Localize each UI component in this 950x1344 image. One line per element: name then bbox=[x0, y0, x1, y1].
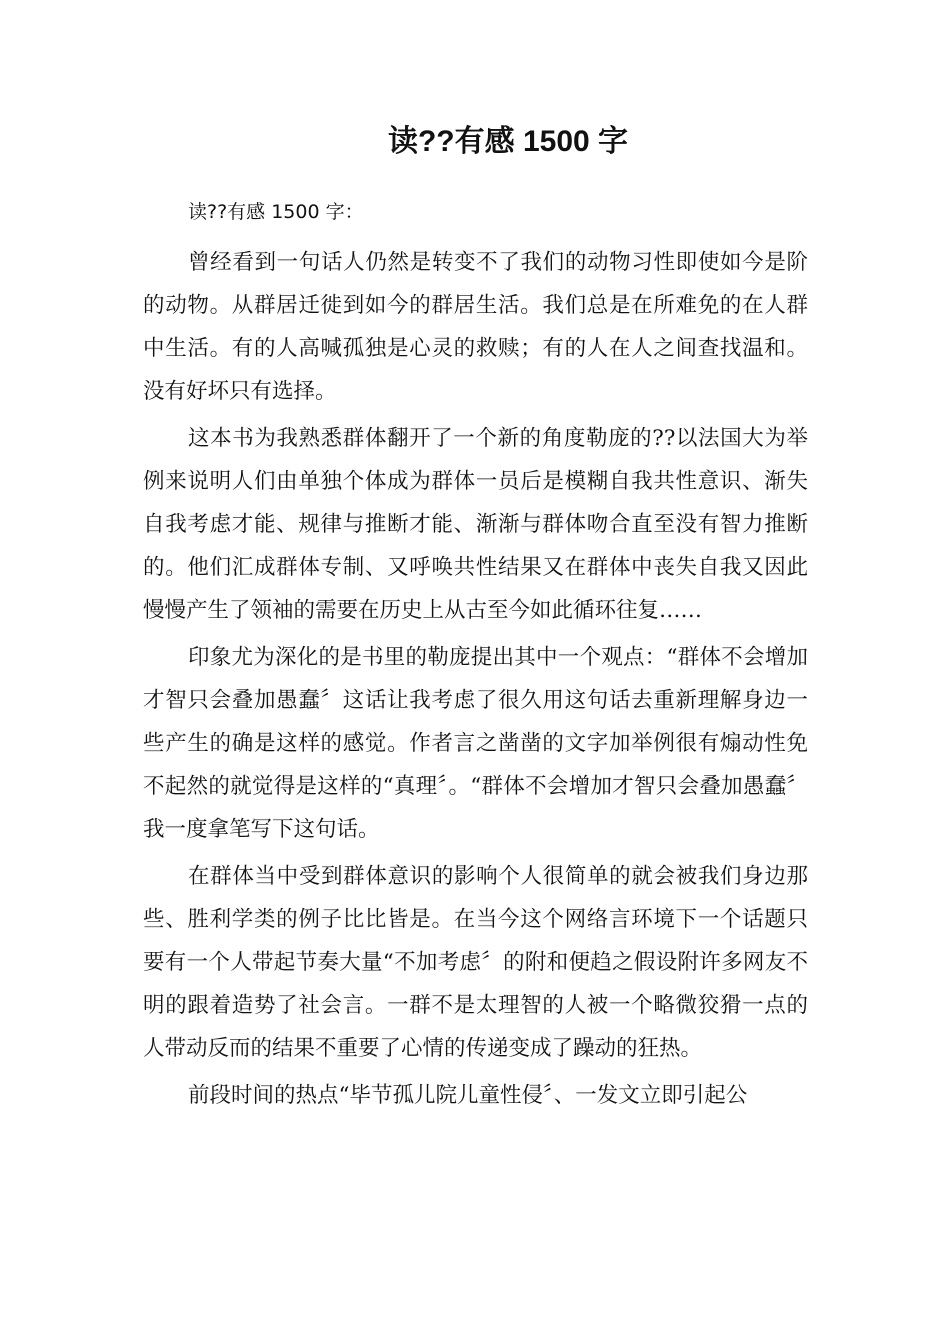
paragraph: 在群体当中受到群体意识的影响个人很简单的就会被我们身边那些、胜利学类的例子比比皆是。在当今这个网络言环境下一个话题只要有一个人带起节奏大量“不加考虑〞的附和便趋之假设附许多网友不明的跟着造势了社会言。一群不是太理智的人被一个略微狡猾一点的人带动反而的结果不重要了心情的传递变成了躁动的狂热。 bbox=[143, 864, 808, 1061]
page-title: 读??有感 1500 字 bbox=[387, 125, 629, 158]
paragraph: 这本书为我熟悉群体翻开了一个新的角度勒庞的??以法国大为举例来说明人们由单独个体成为群体一员后是模糊自我共性意识、渐失自我考虑才能、规律与推断才能、渐渐与群体吻合直至没有智力推断的。他们汇成群体专制、又呼唤共性结果又在群体中丧失自我又因此慢慢产生了领袖的需要在历史上从古至今如此循环往复…… bbox=[143, 426, 808, 623]
paragraph: 曾经看到一句话人仍然是转变不了我们的动物习性即使如今是阶的动物。从群居迁徙到如今的群居生活。我们总是在所难免的在人群中生活。有的人高喊孤独是心灵的救赎；有的人在人之间查找温和。没有好坏只有选择。 bbox=[143, 250, 808, 404]
document-body bbox=[143, 193, 808, 1121]
document-subtitle: 读??有感 1500 字： bbox=[188, 201, 364, 223]
paragraph: 印象尤为深化的是书里的勒庞提出其中一个观点：“群体不会增加才智只会叠加愚蠢〞这话让我考虑了很久用这句话去重新理解身边一些产生的确是这样的感觉。作者言之凿凿的文字加举例很有煽动性免不起然的就觉得是这样的“真理〞。“群体不会增加才智只会叠加愚蠢〞我一度拿笔写下这句话。 bbox=[143, 645, 808, 842]
paragraph: 前段时间的热点“毕节孤儿院儿童性侵〞、一发文立即引起公 bbox=[188, 1083, 748, 1108]
